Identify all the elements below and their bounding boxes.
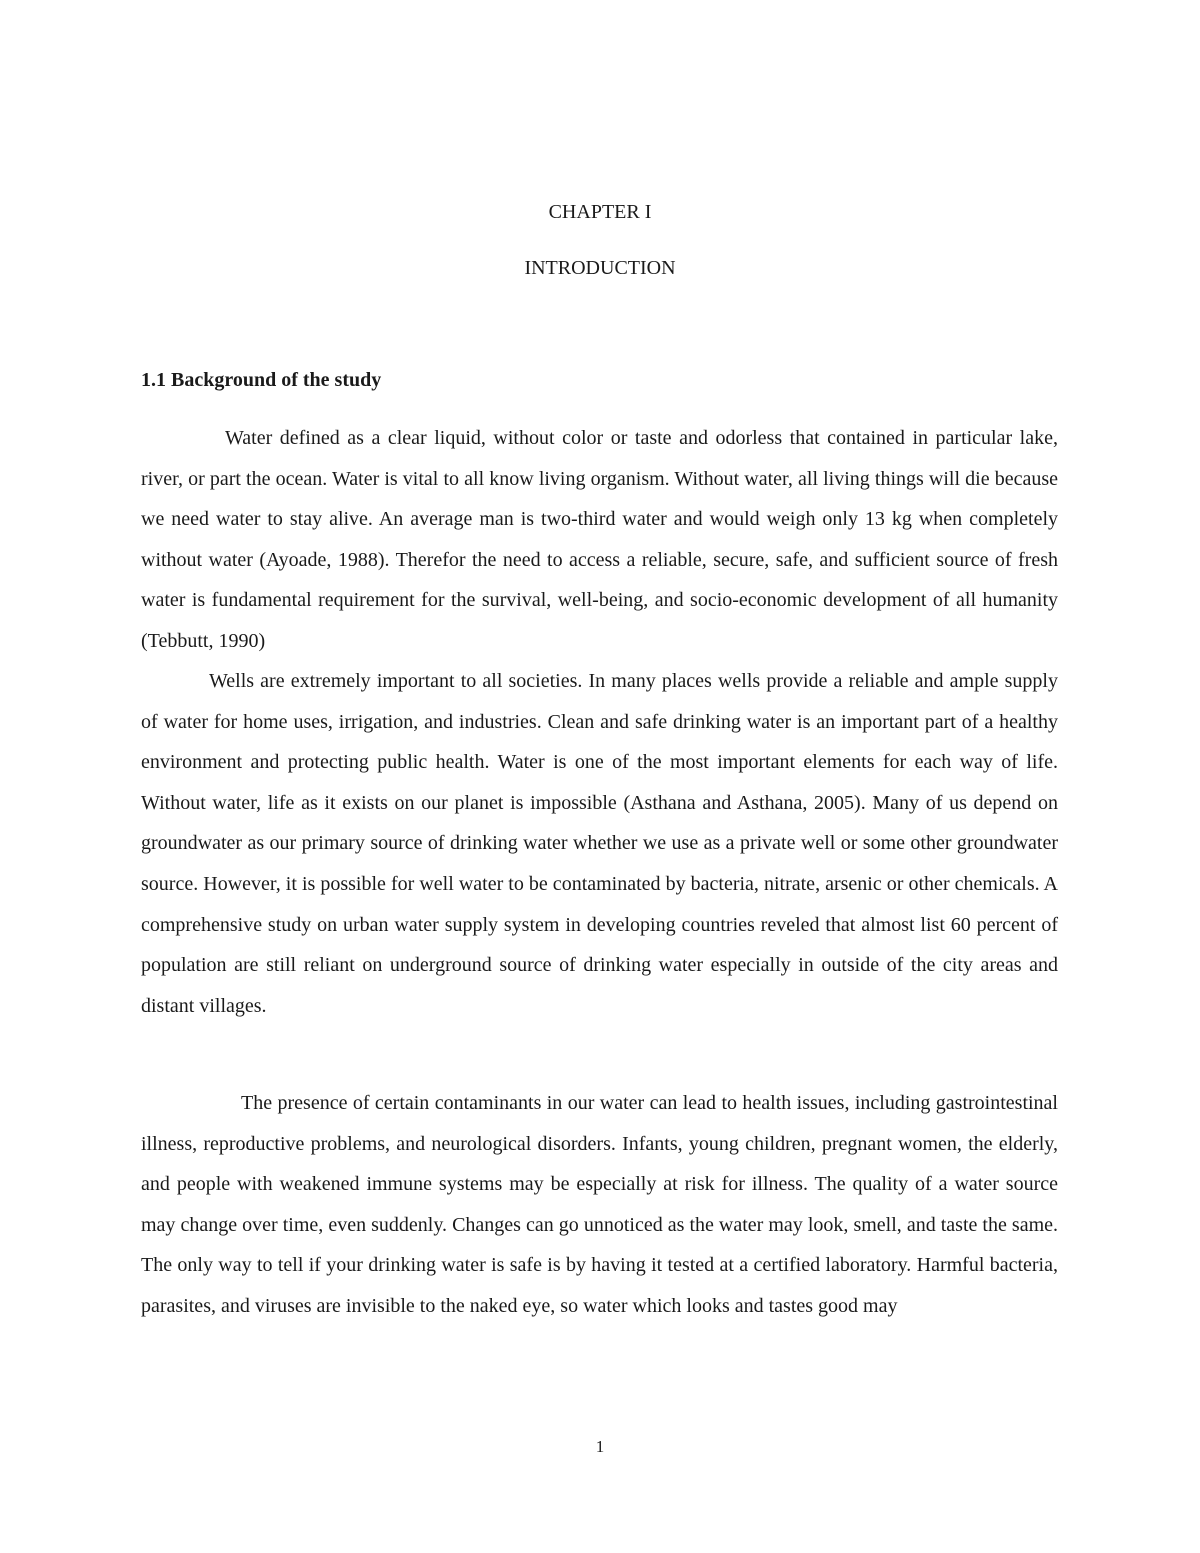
body-paragraph-1: Water defined as a clear liquid, without color or taste and odorless that contained in particular lake, river, or part the ocean. Water is vital to all know living organism. Without water, all living things will die because we need water to stay alive. An average man is two-third water and would weigh only 13 kg when completely without water (Ayoade, 1988). Therefor the need to access a reliable, secure, safe, and sufficient source of fresh water is fundamental requirement for the survival, well-being, and socio-economic development of all humanity (Tebbutt, 1990): [141, 427, 1058, 652]
body-paragraph-3: The presence of certain contaminants in our water can lead to health issues, including gastrointestinal illness, reproductive problems, and neurological disorders. Infants, young children, pregnant women, the elderly, and people with weakened immune systems may be especially at risk for illness. The quality of a water source may change over time, even suddenly. Changes can go unnoticed as the water may look, smell, and taste the same. The only way to tell if your drinking water is safe is by having it tested at a certified laboratory. Harmful bacteria, parasites, and viruses are invisible to the naked eye, so water which looks and tastes good may: [141, 1092, 1058, 1317]
section-heading: 1.1 Background of the study: [141, 369, 382, 391]
chapter-title: CHAPTER I: [548, 201, 652, 223]
page-number: 1: [595, 1437, 605, 1456]
body-paragraph-2: Wells are extremely important to all societies. In many places wells provide a reliable and ample supply of water for home uses, irrigation, and industries. Clean and safe drinking water is an important part of a healthy environment and protecting public health. Water is one of the most important elements for each way of life. Without water, life as it exists on our planet is impossible (Asthana and Asthana, 2005). Many of us depend on groundwater as our primary source of drinking water whether we use as a private well or some other groundwater source. However, it is possible for well water to be contaminated by bacteria, nitrate, arsenic or other chemicals. A comprehensive study on urban water supply system in developing countries reveled that almost list 60 percent of population are still reliant on underground source of drinking water especially in outside of the city areas and distant villages.: [141, 670, 1058, 1017]
chapter-subtitle: INTRODUCTION: [524, 257, 676, 279]
